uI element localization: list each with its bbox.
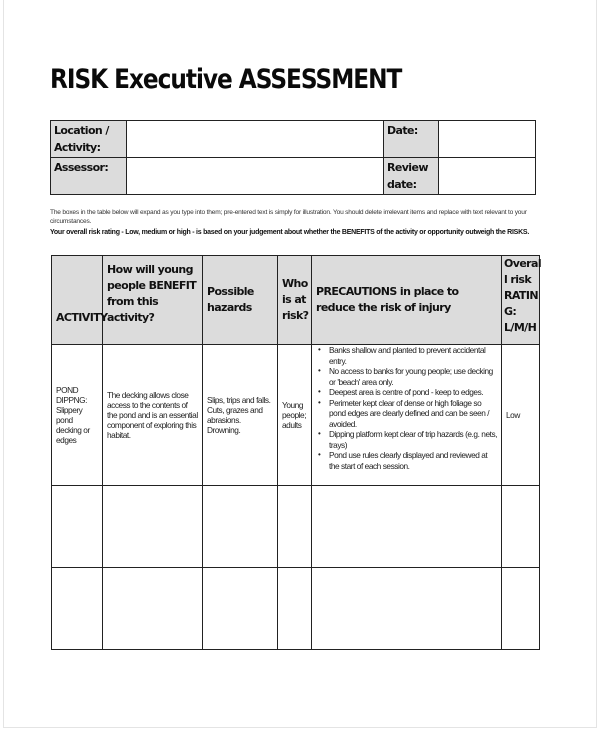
cell-hazards[interactable] bbox=[203, 568, 278, 650]
info-row-location bbox=[51, 121, 536, 158]
cell-hazards[interactable] bbox=[203, 486, 278, 568]
header-precautions: PRECAUTIONS in place to reduce the risk of injury bbox=[312, 256, 502, 345]
cell-activity[interactable] bbox=[52, 568, 103, 650]
precaution-item: • Deepest area is centre of pond - keep to edges. bbox=[316, 387, 497, 398]
cell-activity[interactable] bbox=[52, 486, 103, 568]
table-row bbox=[52, 486, 540, 568]
precautions-list bbox=[316, 345, 497, 471]
table-row bbox=[52, 568, 540, 650]
location-activity-label: Location / Activity: bbox=[51, 121, 127, 158]
cell-hazards[interactable]: Slips, trips and falls. Cuts, grazes and abrasions. Drowning. bbox=[203, 345, 278, 486]
risk-assessment-table bbox=[51, 255, 540, 650]
cell-benefit[interactable]: The decking allows close access to the contents of the pond and is an essential component of exploring this habitat. bbox=[103, 345, 203, 486]
cell-precautions[interactable] bbox=[312, 345, 502, 486]
precaution-item: • Perimeter kept clear of dense or high foliage so pond edges are clearly defined and can be seen / avoided. bbox=[316, 398, 497, 430]
cell-precautions[interactable] bbox=[312, 486, 502, 568]
page-title: RISK Executive ASSESSMENT bbox=[50, 64, 402, 95]
cell-activity[interactable]: POND DIPPNG: Slippery pond decking or edges bbox=[52, 345, 103, 486]
header-activity: ACTIVITY bbox=[52, 256, 103, 345]
table-header-row bbox=[52, 256, 540, 345]
date-field[interactable] bbox=[439, 121, 536, 158]
cell-benefit[interactable] bbox=[103, 486, 203, 568]
cell-risk-rating[interactable] bbox=[502, 486, 540, 568]
review-date-label: Review date: bbox=[384, 158, 439, 195]
risk-rating-note: Your overall risk rating - Low, medium or high - is based on your judgement about whether the BENEFITS of the activity or opportunity outweigh the RISKS. bbox=[50, 229, 530, 236]
info-row-assessor bbox=[51, 158, 536, 195]
precaution-item: • Banks shallow and planted to prevent accidental entry. bbox=[316, 345, 497, 366]
review-date-field[interactable] bbox=[439, 158, 536, 195]
assessment-info-table bbox=[50, 120, 536, 195]
precaution-item: • Dipping platform kept clear of trip hazards (e.g. nets, trays) bbox=[316, 429, 497, 450]
cell-who-at-risk[interactable]: Young people; adults bbox=[278, 345, 312, 486]
assessor-field[interactable] bbox=[127, 158, 384, 195]
header-who-at-risk: Who is at risk? bbox=[278, 256, 312, 345]
cell-risk-rating[interactable]: Low bbox=[502, 345, 540, 486]
instruction-note: The boxes in the table below will expand as you type into them; pre-entered text is simply for illustration. You should delete irrelevant items and replace with text relevant to your circumstances. bbox=[50, 209, 527, 225]
cell-who-at-risk[interactable] bbox=[278, 486, 312, 568]
assessor-label: Assessor: bbox=[51, 158, 127, 195]
header-benefit: How will young people BENEFIT from this activity? bbox=[103, 256, 203, 345]
cell-who-at-risk[interactable] bbox=[278, 568, 312, 650]
precaution-item: • Pond use rules clearly displayed and reviewed at the start of each session. bbox=[316, 450, 497, 471]
header-risk-rating: Overal l risk RATIN G: L/M/H bbox=[502, 256, 540, 345]
location-activity-field[interactable] bbox=[127, 121, 384, 158]
cell-benefit[interactable] bbox=[103, 568, 203, 650]
header-hazards: Possible hazards bbox=[203, 256, 278, 345]
date-label: Date: bbox=[384, 121, 439, 158]
precaution-item: • No access to banks for young people; use decking or 'beach' area only. bbox=[316, 366, 497, 387]
cell-risk-rating[interactable] bbox=[502, 568, 540, 650]
table-row bbox=[52, 345, 540, 486]
cell-precautions[interactable] bbox=[312, 568, 502, 650]
